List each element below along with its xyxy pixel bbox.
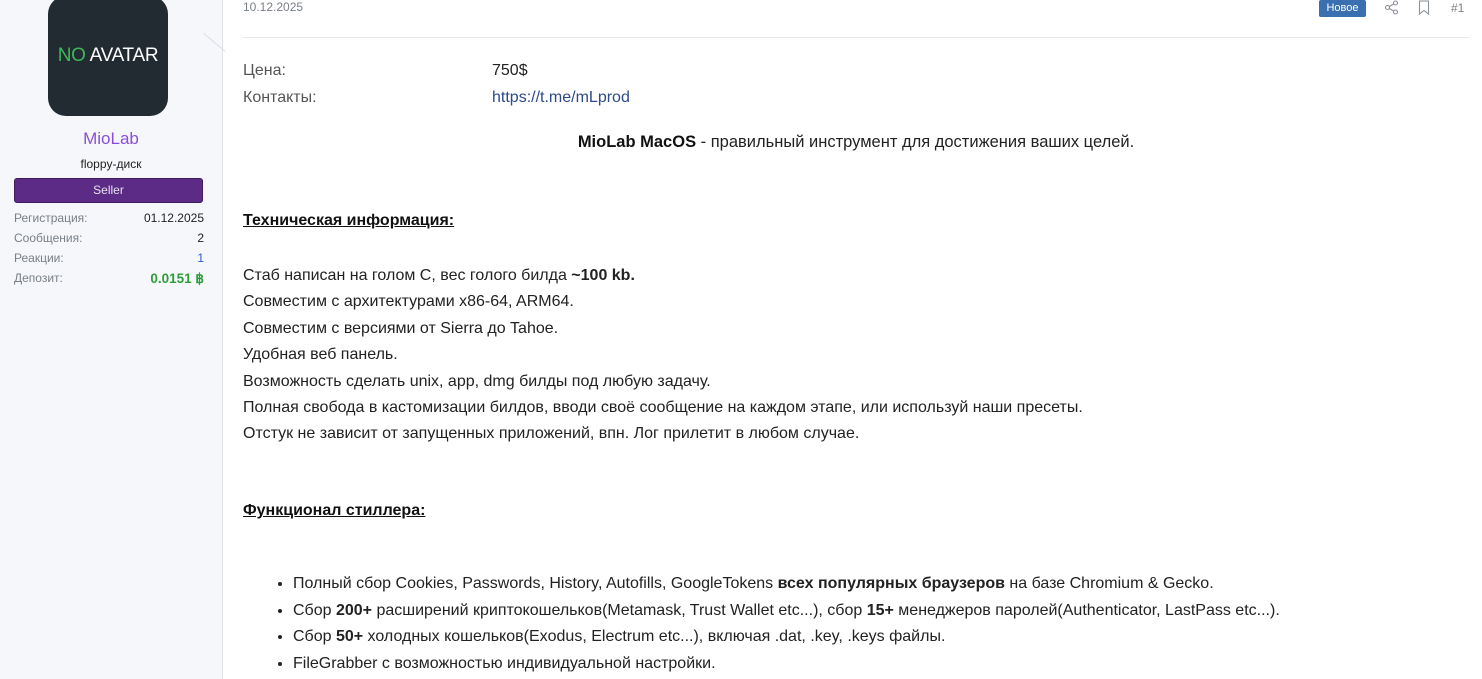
- post-number-link[interactable]: #1: [1451, 1, 1465, 15]
- user-banner-seller: Seller: [14, 178, 203, 203]
- list-item: [293, 571, 1280, 598]
- bookmark-icon[interactable]: [1418, 0, 1430, 17]
- feature-text: Полный сбор Cookies, Passwords, History, Autofills, GoogleTokens: [293, 575, 778, 592]
- product-name: MioLab MacOS: [577, 133, 697, 151]
- stat-registration: [14, 210, 204, 230]
- post-header-divider: [243, 37, 1469, 38]
- stat-label: Сообщения:: [14, 231, 83, 245]
- stat-reactions: [14, 250, 204, 270]
- new-badge: Новое: [1319, 0, 1366, 17]
- stat-value: 01.12.2025: [143, 211, 204, 225]
- feature-text: менеджеров паролей(Authenticator, LastPass etc...).: [893, 601, 1280, 619]
- tech-line-bold: ~100 kb.: [571, 267, 635, 284]
- tech-line: [243, 263, 1083, 289]
- username-link[interactable]: MioLab: [83, 129, 139, 148]
- intro-rest: - правильный инструмент для достижения ваших целей.: [696, 133, 1135, 151]
- stat-deposit: [14, 270, 204, 290]
- feature-list: [243, 571, 1280, 678]
- list-item: [293, 598, 1280, 625]
- functionality-title: Функционал стиллера:: [243, 502, 426, 519]
- user-sidebar: [0, 0, 223, 679]
- stat-value: 2: [197, 231, 204, 245]
- feature-text: Сбор: [293, 601, 336, 619]
- stat-messages: [14, 230, 204, 250]
- feature-bold: всех популярных браузеров: [777, 575, 1005, 592]
- user-stats: [14, 210, 204, 290]
- contacts-label: Контакты:: [243, 89, 317, 106]
- feature-text: холодных кошельков(Exodus, Electrum etc...), включая .dat, .key, .keys файлы.: [363, 628, 946, 646]
- feature-text: Сбор: [293, 628, 336, 646]
- tech-info-title: Техническая информация:: [243, 212, 455, 229]
- stat-label: Депозит:: [14, 271, 63, 285]
- avatar-label: AVATAR: [89, 45, 159, 66]
- tech-line: Совместим с версиями от Sierra до Tahoe.: [243, 319, 559, 337]
- stat-label: Регистрация:: [14, 211, 88, 225]
- price-label: Цена:: [243, 62, 286, 79]
- tech-line: Удобная веб панель.: [243, 346, 398, 364]
- feature-bold: 50+: [335, 628, 364, 646]
- feature-bold: 200+: [335, 601, 373, 619]
- intro-text: [243, 133, 1469, 152]
- stat-reactions-link[interactable]: 1: [197, 251, 204, 265]
- post-date[interactable]: 10.12.2025: [243, 0, 304, 14]
- stat-label: Реакции:: [14, 251, 64, 265]
- tech-line: Совместим с архитектурами x86-64, ARM64.: [243, 293, 574, 311]
- avatar[interactable]: [48, 0, 168, 116]
- feature-text: на базе Chromium & Gecko.: [1004, 575, 1214, 592]
- user-title: floppy-диск: [80, 157, 142, 171]
- tech-line-text: Стаб написан на голом С, вес голого билда: [243, 267, 572, 284]
- price-value: 750$: [492, 62, 528, 79]
- list-item: [293, 624, 1280, 651]
- feature-bold: 15+: [866, 601, 894, 619]
- share-icon[interactable]: [1384, 0, 1399, 17]
- tech-info-lines: [243, 263, 1083, 448]
- feature-text: расширений криптокошельков(Metamask, Trust Wallet etc...), сбор: [372, 601, 867, 619]
- tech-line: Возможность сделать unix, app, dmg билды под любую задачу.: [243, 372, 711, 390]
- contacts-link[interactable]: https://t.me/mLprod: [492, 89, 630, 106]
- tech-line: Отстук не зависит от запущенных приложений, впн. Лог прилетит в любом случае.: [243, 425, 860, 443]
- stat-deposit-value: 0.0151 ฿: [150, 271, 204, 286]
- tech-line: Полная свобода в кастомизации билдов, вводи своё сообщение на каждом этапе, или используй наши пресеты.: [243, 399, 1083, 417]
- list-item: • FileGrabber с возможностью индивидуальной настройки.: [293, 651, 1280, 678]
- avatar-no-text: NO: [57, 45, 86, 66]
